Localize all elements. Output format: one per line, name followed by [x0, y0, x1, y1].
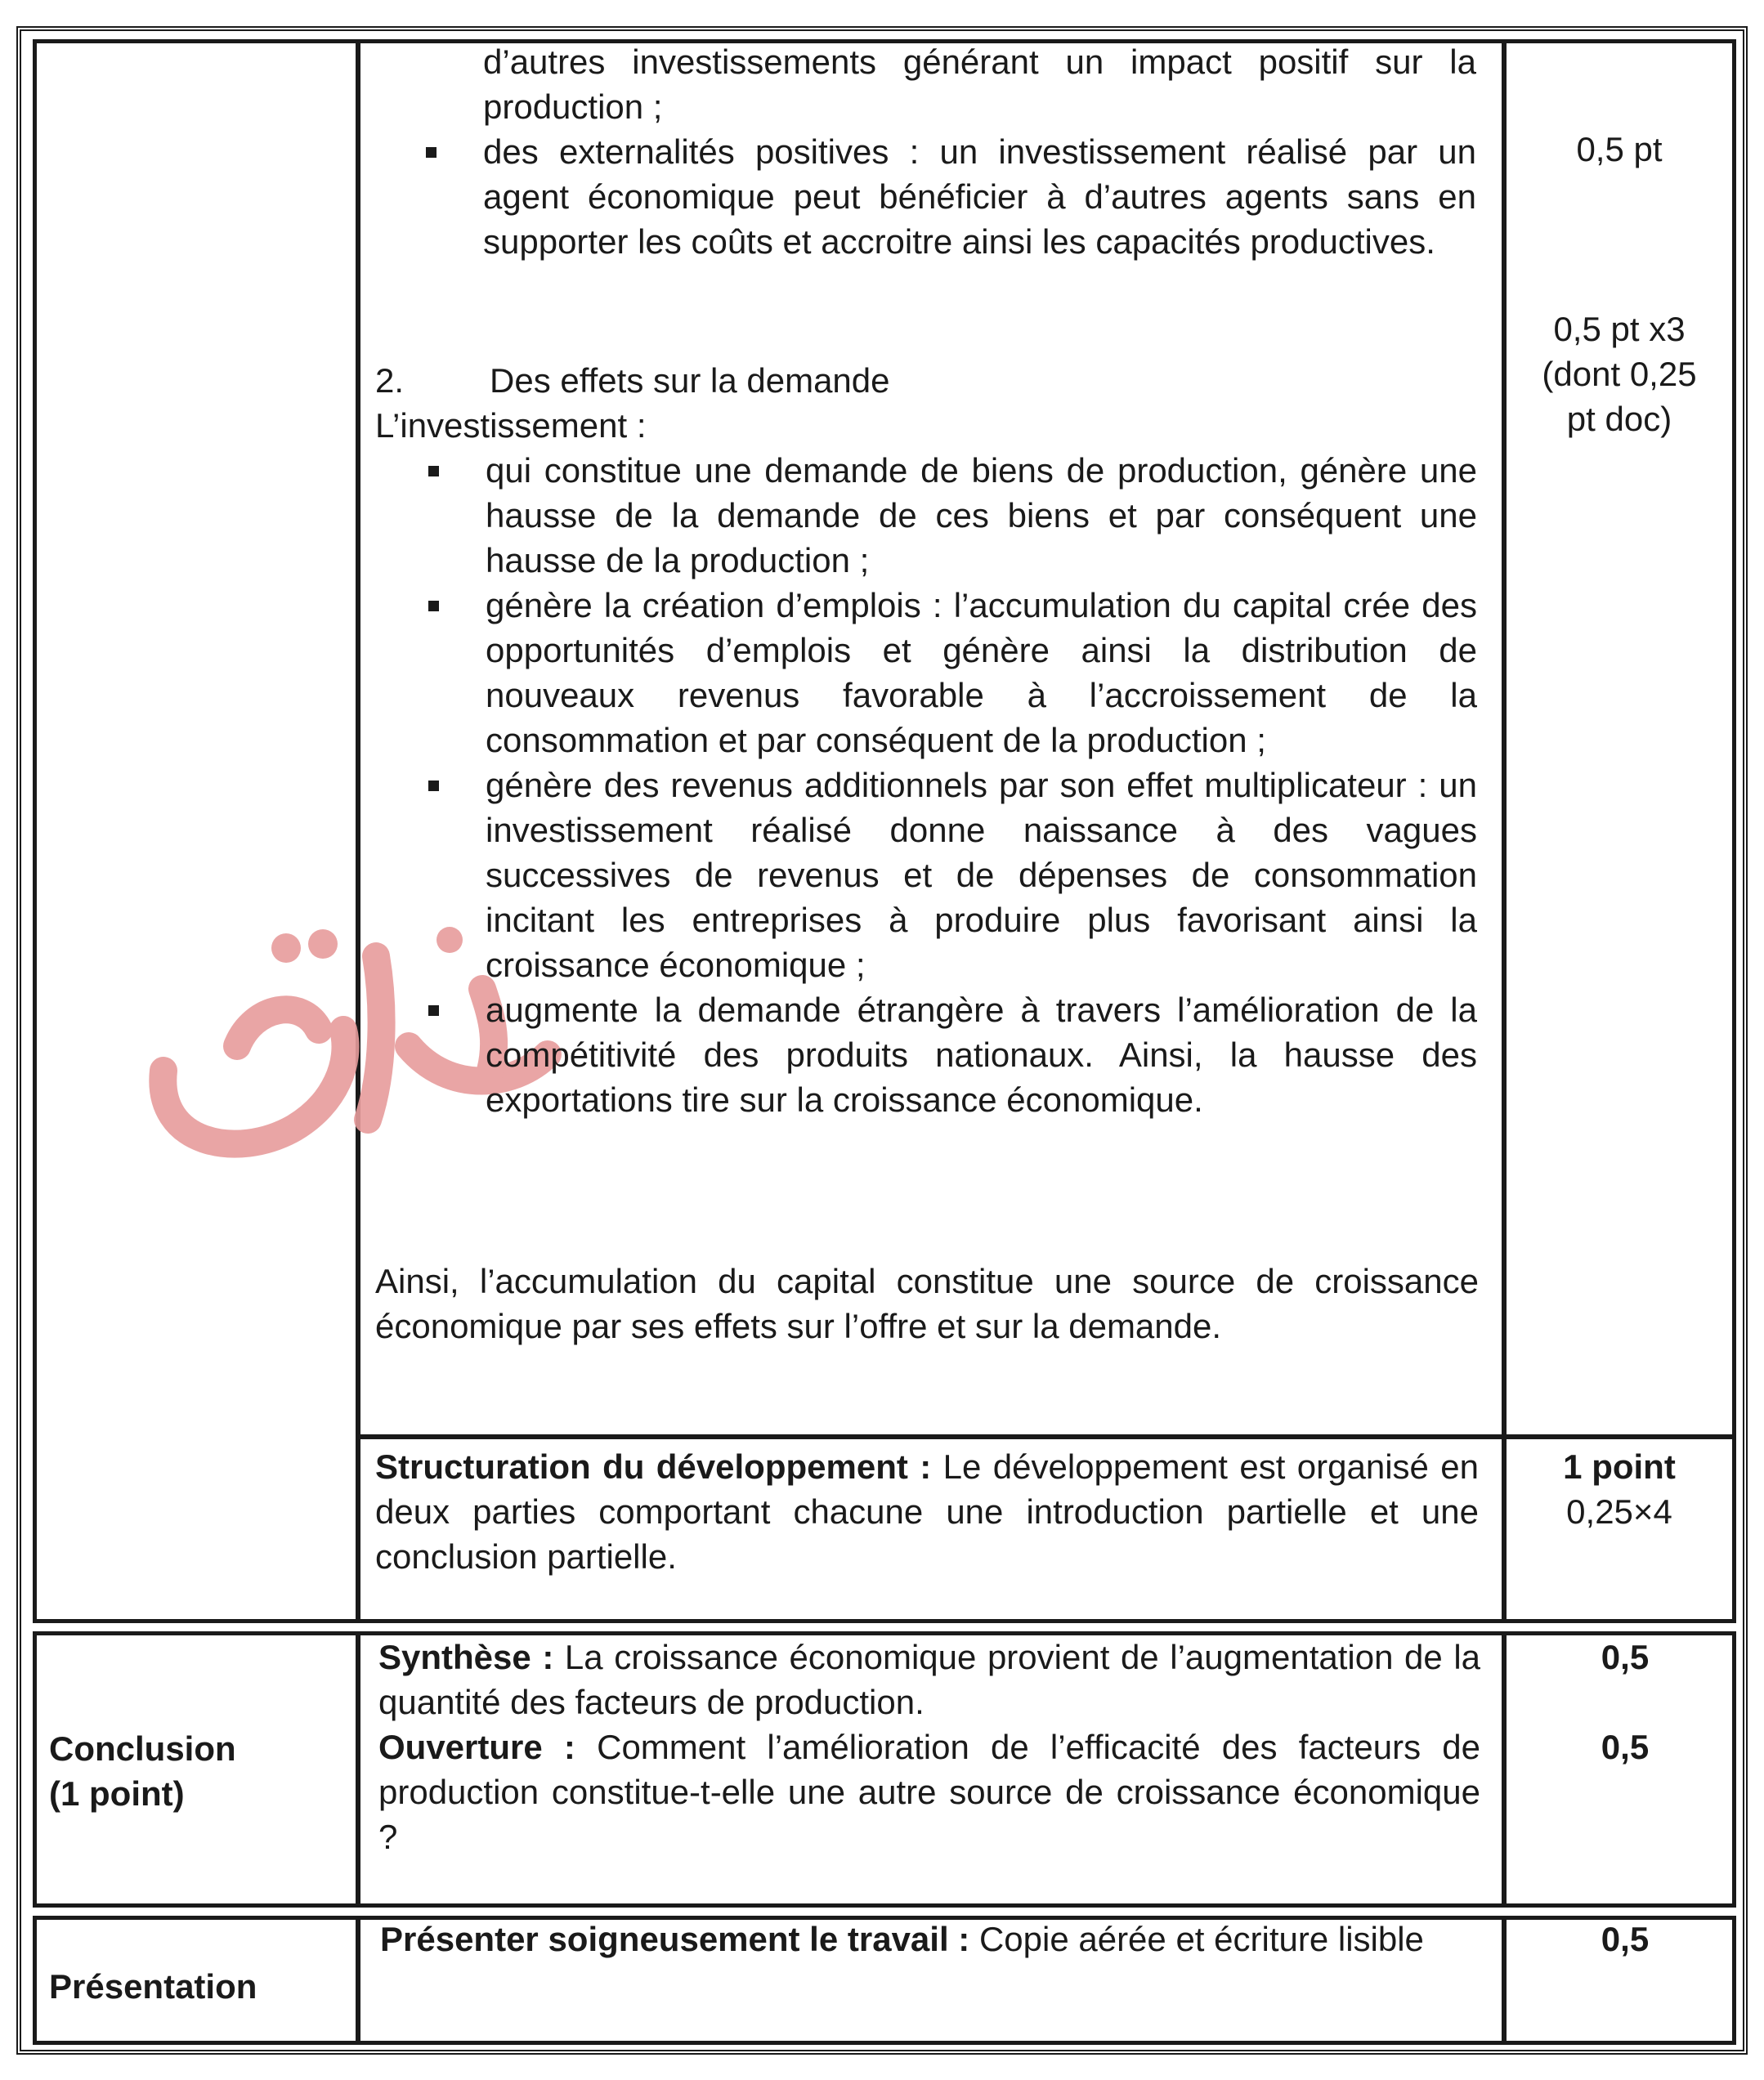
section-heading [375, 358, 1029, 403]
synthese-text [378, 1635, 1480, 1724]
structuration-label: Structuration du développement : [375, 1447, 932, 1486]
bullet-square-icon [428, 466, 439, 476]
intro-text-content: L’investissement : [375, 406, 647, 445]
presentation-text [380, 1917, 1482, 1961]
presentation-label-text: Présentation [49, 1967, 257, 2006]
bullet-square-icon [428, 1005, 439, 1016]
list-item [486, 448, 1477, 583]
points-demand [1507, 306, 1732, 441]
development-conclusion-content: Ainsi, l’accumulation du capital constitue une source de croissance économique par ses effets sur l’offre et sur la demande. [375, 1262, 1479, 1345]
presentation-instruction-body: Copie aérée et écriture lisible [969, 1920, 1424, 1958]
structuration-text [375, 1444, 1479, 1579]
heading-number: 2. [375, 361, 405, 400]
list-item [486, 987, 1477, 1122]
points-value-line1: 0,5 pt x3 [1553, 310, 1686, 348]
points-value-line2: 0,25×4 [1566, 1492, 1672, 1531]
points-value: 0,5 [1601, 1728, 1650, 1766]
list-item-text: génère des revenus additionnels par son effet multiplicateur : un investissement réalisé donne naissance à des vagues successives de revenus et de dépenses de consommation incitant les entreprises à produire plus favorisant ainsi la croissance économique ; [486, 766, 1477, 984]
points-value: 0,5 [1601, 1638, 1650, 1676]
list-item-text: qui constitue une demande de biens de production, génère une hausse de la demande de ces biens et par conséquent une hausse de la production ; [486, 451, 1477, 579]
continued-text-content: d’autres investissements générant un impact positif sur la production ; [483, 42, 1476, 126]
ouverture-body: Comment l’amélioration de l’efficacité des facteurs de production constitue-t-elle une autre source de croissance économique ? [378, 1728, 1481, 1856]
heading-text: Des effets sur la demande [490, 361, 890, 400]
left-column-cell-development [33, 39, 360, 1623]
points-ouverture [1512, 1724, 1738, 1769]
bullet-list-offer [483, 129, 1476, 264]
ouverture-label: Ouverture : [378, 1728, 575, 1766]
list-item-externalites [483, 129, 1476, 264]
points-value-line3: pt doc) [1566, 400, 1672, 438]
synthese-body: La croissance économique provient de l’augmentation de la quantité des facteurs de production. [378, 1638, 1481, 1721]
points-synthese [1512, 1635, 1738, 1680]
points-offer [1507, 127, 1732, 172]
ouverture-text [378, 1724, 1480, 1859]
list-item [486, 763, 1477, 987]
conclusion-label-line2: (1 point) [49, 1774, 185, 1813]
points-value: 0,5 pt [1576, 130, 1663, 168]
development-conclusion-text [375, 1259, 1479, 1349]
list-item-text: augmente la demande étrangère à travers l’amélioration de la compétitivité des produits nationaux. Ainsi, la hausse des exportations tire sur la croissance économique. [486, 991, 1477, 1119]
synthese-label: Synthèse : [378, 1638, 554, 1676]
points-cell-development [1502, 39, 1736, 1438]
points-structuration [1507, 1444, 1732, 1534]
points-presentation [1512, 1917, 1738, 1961]
list-item [486, 583, 1477, 763]
points-value: 0,5 [1601, 1920, 1650, 1958]
structuration-body: Le développement est organisé en deux parties comportant chacune une introduction partielle et une conclusion partielle. [375, 1447, 1479, 1576]
points-value-line2: (dont 0,25 [1542, 355, 1697, 393]
bullet-square-icon [428, 601, 439, 611]
points-value-line1: 1 point [1563, 1447, 1676, 1486]
bullet-square-icon [426, 147, 437, 158]
list-item-text: génère la création d’emplois : l’accumulation du capital crée des opportunités d’emplois et génère ainsi la distribution de nouveaux revenus favorable à l’accroissement de la consommation et par conséquent de la production ; [486, 586, 1477, 759]
continued-text [483, 39, 1476, 129]
conclusion-label [49, 1726, 351, 1816]
bullet-list-demand [486, 448, 1477, 1122]
conclusion-label-line1: Conclusion [49, 1729, 236, 1768]
presentation-label [49, 1964, 351, 2009]
bullet-square-icon [428, 781, 439, 791]
presentation-instruction-label: Présenter soigneusement le travail : [380, 1920, 970, 1958]
intro-text [375, 403, 1029, 448]
list-item-text: des externalités positives : un investissement réalisé par un agent économique peut bénéficier à d’autres agents sans en supporter les coûts et accroitre ainsi les capacités productives. [483, 132, 1476, 261]
